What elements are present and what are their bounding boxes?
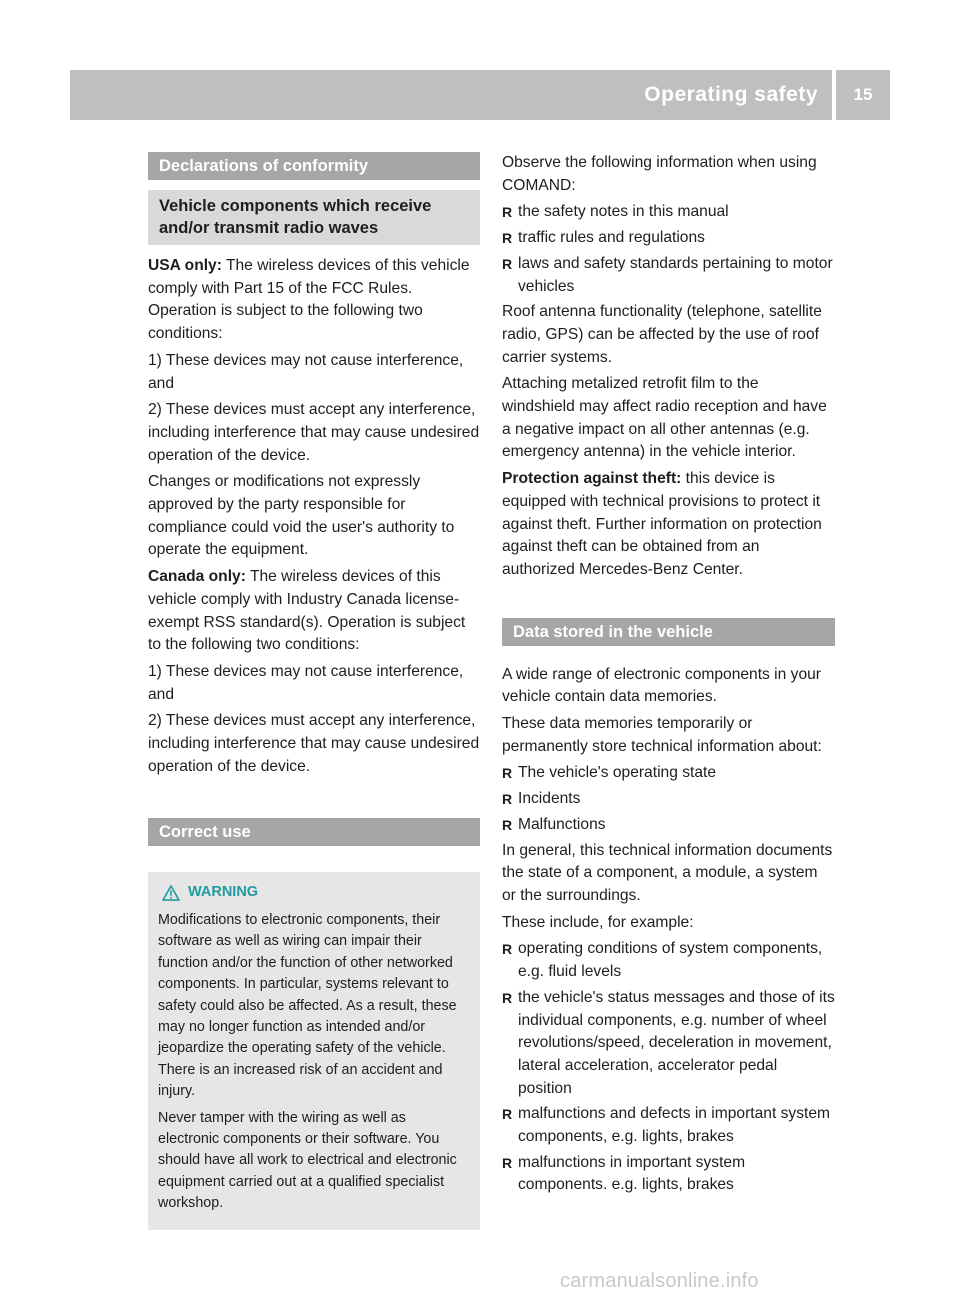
retrofit-film-paragraph: Attaching metalized retrofit film to the windshield may affect radio reception and have a negative impact on all other antennas (e.g. emergency antenna) in the vehicle interior. xyxy=(502,375,827,461)
list-item: R laws and safety standards pertaining to motor vehicles xyxy=(502,253,835,298)
theft-label: Protection against theft: xyxy=(502,470,682,488)
usa-condition-1: 1) These devices may not cause interference, and xyxy=(148,351,464,392)
vehicle-components-heading: Vehicle components which receive and/or transmit radio waves xyxy=(148,190,480,245)
canada-label: Canada only: xyxy=(148,568,246,586)
warning-box xyxy=(148,872,480,1229)
section-title: Operating safety xyxy=(644,83,818,106)
list-item: R the vehicle's status messages and those of its individual components, e.g. number of wheel revolutions/speed, deceleration in movement, lateral acceleration, accelerator pedal position xyxy=(502,987,835,1101)
usa-condition-2: 2) These devices must accept any interference, including interference that may cause undesired operation of the device. xyxy=(148,401,480,464)
comand-list xyxy=(502,201,835,298)
data-paragraph-4: These include, for example: xyxy=(502,913,694,931)
data-stored-heading: Data stored in the vehicle xyxy=(502,618,835,646)
declarations-heading: Declarations of conformity xyxy=(148,152,480,180)
data-paragraph-2: These data memories temporarily or permanently store technical information about: xyxy=(502,715,822,755)
canada-text: The wireless devices of this vehicle comply with Industry Canada license-exempt RSS standard(s). Operation is subject to the following two conditions: xyxy=(148,568,466,654)
list-item: R Incidents xyxy=(502,788,835,811)
changes-paragraph: Changes or modifications not expressly approved by the party responsible for compliance could void the user's authority to operate the equipment. xyxy=(148,473,455,559)
watermark: carmanualsonline.info xyxy=(560,1270,759,1292)
canada-paragraph xyxy=(148,566,480,657)
page-number: 15 xyxy=(853,85,873,104)
theft-text: this device is equipped with technical provisions to protect it against theft. Further information on protection against theft can be obtained from an authorized Mercedes-Benz Center. xyxy=(502,470,822,578)
list-item: R malfunctions and defects in important system components, e.g. lights, brakes xyxy=(502,1103,835,1148)
usa-text: The wireless devices of this vehicle comply with Part 15 of the FCC Rules. Operation is subject to the following two conditions: xyxy=(148,257,470,343)
usa-label: USA only: xyxy=(148,257,222,274)
warning-header xyxy=(158,882,471,903)
data-paragraph-1: A wide range of electronic components in your vehicle contain data memories. xyxy=(502,665,821,706)
warning-paragraph-1: Modifications to electronic components, their software as well as wiring can impair their function and/or the function of other networked components. In particular, systems relevant to safety could also be affected. As a result, these may no longer function as intended and/or jeopardize the operating safety of the vehicle. There is an increased risk of an accident and injury. xyxy=(158,911,457,1100)
right-column xyxy=(502,152,835,1200)
comand-intro: Observe the following information when using COMAND: xyxy=(502,154,817,194)
list-item: R The vehicle's operating state xyxy=(502,762,835,785)
theft-paragraph xyxy=(502,468,835,582)
list-item: R Malfunctions xyxy=(502,814,835,837)
data-list xyxy=(502,762,835,836)
list-item: R traffic rules and regulations xyxy=(502,227,835,250)
warning-paragraph-2: Never tamper with the wiring as well as electronic components or their software. You should have all work to electrical and electronic equipment carried out at a qualified specialist workshop. xyxy=(158,1109,457,1212)
warning-label: WARNING xyxy=(188,884,259,901)
left-column xyxy=(148,152,480,1230)
list-item: R the safety notes in this manual xyxy=(502,201,835,224)
correct-use-heading: Correct use xyxy=(148,818,480,846)
canada-condition-2: 2) These devices must accept any interference, including interference that may cause undesired operation of the device. xyxy=(148,712,480,775)
warning-triangle-icon xyxy=(162,885,180,901)
data-paragraph-3: In general, this technical information documents the state of a component, a module, a system or the surroundings. xyxy=(502,841,833,904)
page-header xyxy=(70,70,890,120)
list-item: R malfunctions in important system components. e.g. lights, brakes xyxy=(502,1152,835,1197)
canada-condition-1: 1) These devices may not cause interference, and xyxy=(148,662,464,703)
examples-list xyxy=(502,938,835,1197)
usa-paragraph xyxy=(148,255,480,346)
list-item: R operating conditions of system components, e.g. fluid levels xyxy=(502,938,835,983)
roof-antenna-paragraph: Roof antenna functionality (telephone, satellite radio, GPS) can be affected by the use of roof carrier systems. xyxy=(502,303,822,366)
